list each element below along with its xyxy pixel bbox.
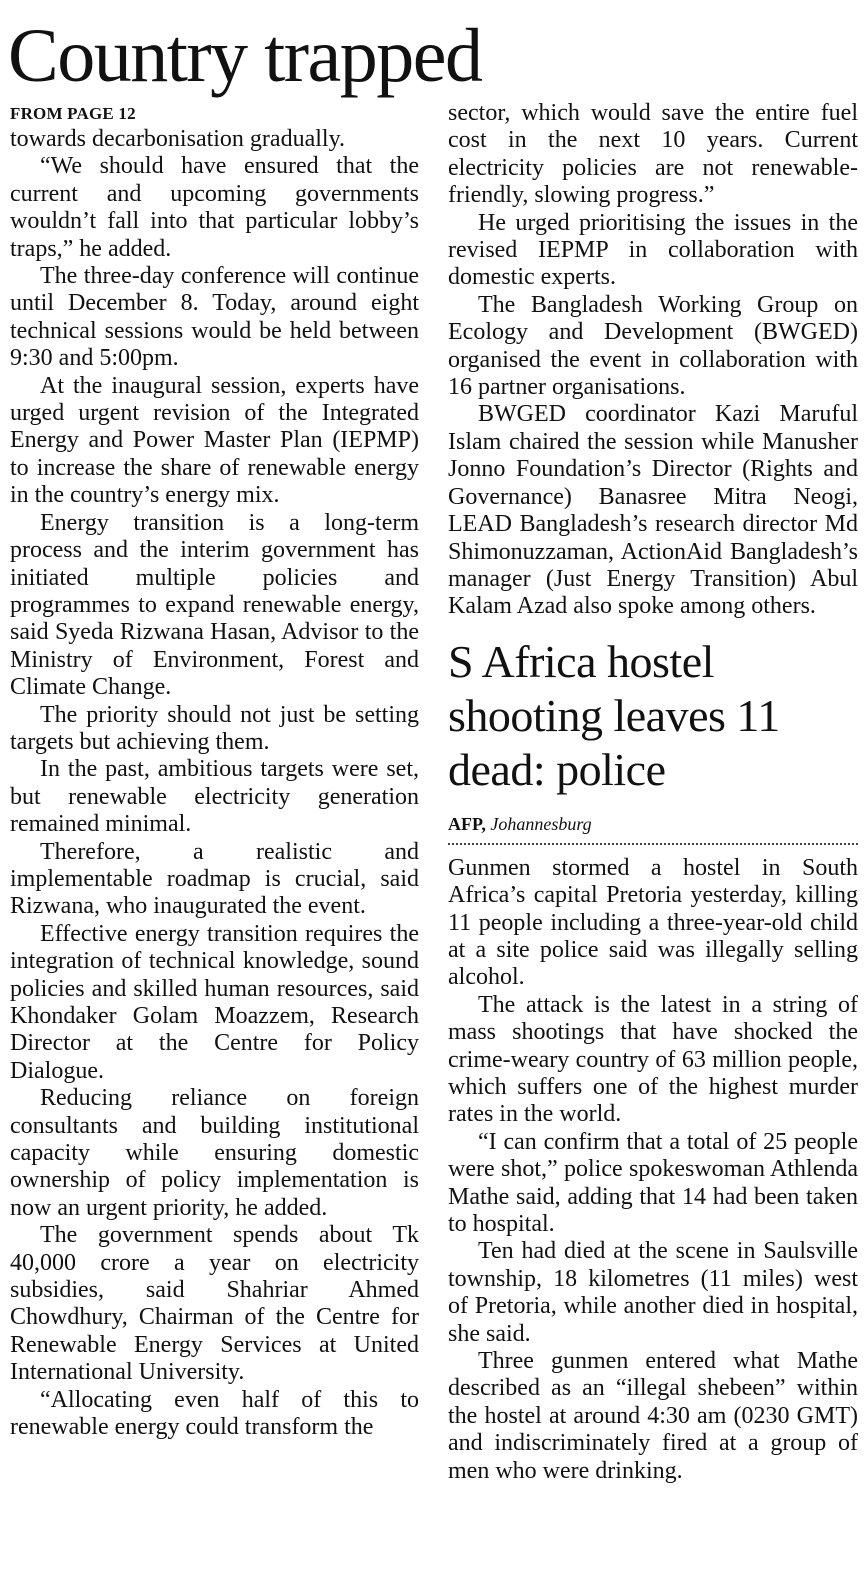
article-paragraph: sector, which would save the entire fuel cost in the next 10 years. Current electricity policies are not renewable-friendly, slowing progress.”	[448, 100, 858, 209]
article-paragraph: “We should have ensured that the current and upcoming governments wouldn’t fall into that particular lobby’s traps,” he added.	[10, 153, 419, 262]
article-paragraph: Gunmen stormed a hostel in South Africa’s capital Pretoria yesterday, killing 11 people including a three-year-old child at a site police said was illegally selling alcohol.	[448, 854, 858, 991]
second-story	[448, 635, 858, 1485]
byline-place: Johannesburg	[490, 813, 592, 834]
article-paragraph: Ten had died at the scene in Saulsville township, 18 kilometres (11 miles) west of Pretoria, while another died in hospital, she said.	[448, 1238, 858, 1347]
article-paragraph: At the inaugural session, experts have urged urgent revision of the Integrated Energy and Power Master Plan (IEPMP) to increase the share of renewable energy in the country’s energy mix.	[10, 372, 419, 509]
byline-agency: AFP,	[448, 813, 486, 834]
story-headline: Country trapped	[8, 14, 482, 98]
jump-label: FROM PAGE 12	[10, 104, 136, 123]
article-paragraph: “Allocating even half of this to renewable energy could transform the	[10, 1386, 419, 1441]
article-paragraph: Reducing reliance on foreign consultants and building institutional capacity while ensuring domestic ownership of policy implementation is now an urgent priority, he added.	[10, 1085, 419, 1221]
second-story-body	[448, 855, 858, 1485]
article-paragraph: The government spends about Tk 40,000 crore a year on electricity subsidies, said Shahriar Ahmed Chowdhury, Chairman of the Centre for Renewable Energy Services at United International University.	[10, 1222, 419, 1386]
byline	[448, 813, 858, 845]
left-column	[10, 100, 419, 1442]
article-paragraph: The Bangladesh Working Group on Ecology and Development (BWGED) organised the event in collaboration with 16 partner organisations.	[448, 291, 858, 401]
article-paragraph: BWGED coordinator Kazi Maruful Islam chaired the session while Manusher Jonno Foundation’s Director (Rights and Governance) Banasree Mitra Neogi, LEAD Bangladesh’s research director Md Shimonuzzaman, ActionAid Bangladesh’s manager (Just Energy Transition) Abul Kalam Azad also spoke among others.	[448, 401, 858, 620]
article-paragraph: The attack is the latest in a string of mass shootings that have shocked the crime-weary country of 63 million people, which suffers one of the highest murder rates in the world.	[448, 991, 858, 1128]
article-paragraph: Three gunmen entered what Mathe described as an “illegal shebeen” within the hostel at around 4:30 am (0230 GMT) and indiscriminately fired at a group of men who were drinking.	[448, 1348, 858, 1484]
article-paragraph: Effective energy transition requires the integration of technical knowledge, sound policies and skilled human resources, said Khondaker Golam Moazzem, Research Director at the Centre for Policy Dialogue.	[10, 920, 419, 1084]
article-paragraph: In the past, ambitious targets were set, but renewable electricity generation remained minimal.	[10, 756, 419, 838]
article-paragraph: He urged prioritising the issues in the revised IEPMP in collaboration with domestic experts.	[448, 209, 858, 291]
article-paragraph: Energy transition is a long-term process and the interim government has initiated multiple policies and programmes to expand renewable energy, said Syeda Rizwana Hasan, Advisor to the Ministry of Environment, Forest and Climate Change.	[10, 509, 419, 701]
article-paragraph: Therefore, a realistic and implementable roadmap is crucial, said Rizwana, who inaugurated the event.	[10, 838, 419, 920]
right-column	[448, 100, 858, 1485]
article-paragraph: The three-day conference will continue until December 8. Today, around eight technical sessions would be held between 9:30 and 5:00pm.	[10, 263, 419, 372]
article-paragraph: The priority should not just be setting targets but achieving them.	[10, 701, 419, 755]
article-paragraph: “I can confirm that a total of 25 people were shot,” police spokeswoman Athlenda Mathe said, adding that 14 had been taken to hospital.	[448, 1128, 858, 1237]
second-story-headline: S Africa hostel shooting leaves 11 dead: police	[448, 635, 780, 795]
article-paragraph: towards decarbonisation gradually.	[10, 126, 346, 152]
